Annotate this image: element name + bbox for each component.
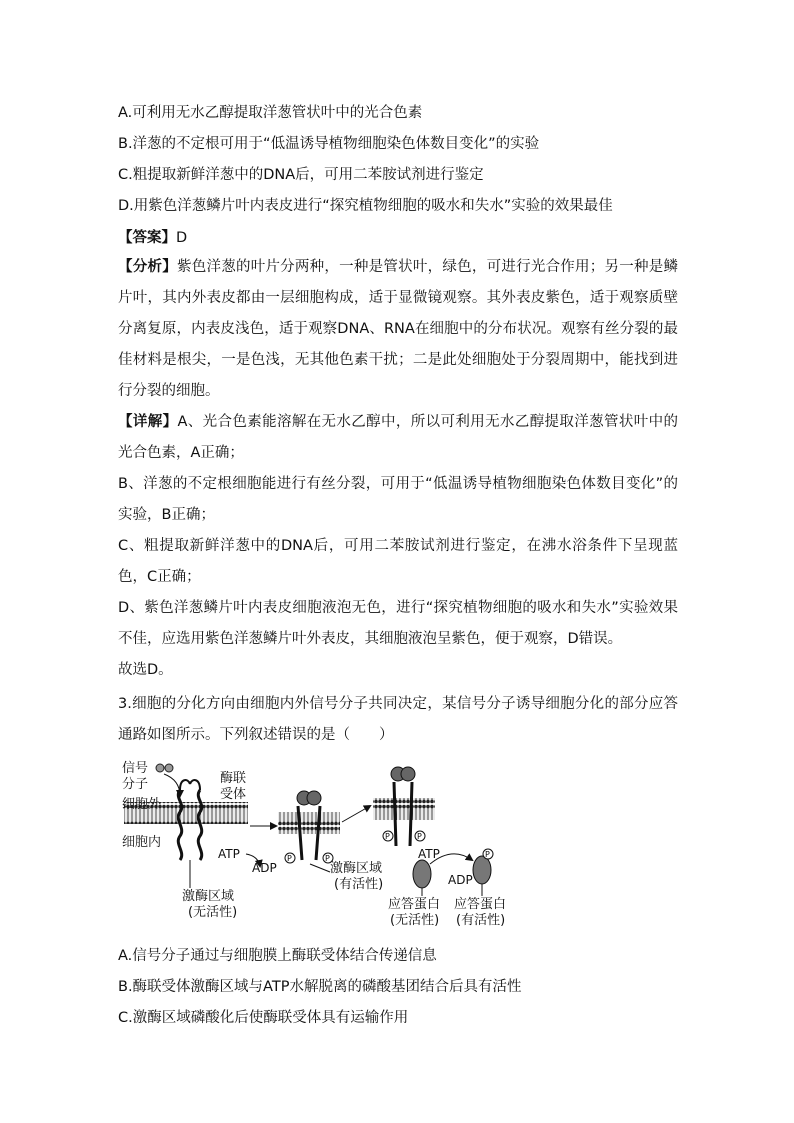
atp-label-2: ATP: [418, 847, 440, 861]
phosphate-label-1: P: [287, 854, 292, 863]
signal-molecule-icon: [156, 764, 173, 772]
phosphate-label-3: P: [385, 832, 390, 841]
answer: [118, 228, 187, 248]
response-protein-active: [473, 856, 491, 884]
kinase-label-2: 激酶区域: [330, 861, 383, 876]
membrane-2: [278, 812, 340, 834]
answer-tag: 【答案】: [118, 230, 176, 246]
adp-label-1: ADP: [252, 861, 277, 875]
detail-tag: 【详解】: [118, 414, 178, 430]
response-protein-label-2: 应答蛋白: [454, 897, 507, 912]
analysis: [118, 252, 678, 407]
option-c: C.粗提取新鲜洋葱中的DNA后，可用二苯胺试剂进行鉴定: [118, 167, 484, 183]
adp-label-2: ADP: [448, 873, 473, 887]
kinase-label-1: 激酶区域: [182, 889, 235, 904]
q3-option-c: C.激酶区域磷酸化后使酶联受体具有运输作用: [118, 1010, 409, 1026]
detail-c: C、粗提取新鲜洋葱中的DNA后，可用二苯胺试剂进行鉴定，在沸水浴条件下呈现蓝色，C正确；: [118, 538, 678, 585]
detail-d: D、紫色洋葱鳞片叶内表皮细胞液泡无色，进行“探究植物细胞的吸水和失水”实验效果不佳，应选用紫色洋葱鳞片叶外表皮，其细胞液泡呈紫色，便于观察，D错误。: [118, 600, 678, 647]
phosphate-label-2: P: [325, 854, 330, 863]
outside-label: 细胞外: [122, 797, 162, 812]
phosphate-label-5: P: [485, 850, 490, 859]
signal-pathway-figure: [118, 760, 678, 930]
detail-a-text: A、光合色素能溶解在无水乙醇中，所以可利用无水乙醇提取洋葱管状叶中的光合色素，A正确；: [118, 414, 678, 461]
receptor-label-2: 受体: [220, 787, 247, 802]
arrow-stage-3: [342, 806, 370, 822]
option-a: A.可利用无水乙醇提取洋葱管状叶中的光合色素: [118, 105, 423, 121]
response-protein-label-1: 应答蛋白: [388, 897, 441, 912]
detail-b: B、洋葱的不定根细胞能进行有丝分裂，可用于“低温诱导植物细胞染色体数目变化”的实验，B正确；: [118, 476, 678, 523]
detail-a: [118, 407, 678, 469]
response-protein-inactive: [413, 860, 431, 888]
detail-conclusion: 故选D。: [118, 662, 173, 678]
analysis-tag: 【分析】: [118, 259, 177, 275]
inactive-label-2: (无活性): [390, 913, 440, 928]
active-label-2: (有活性): [456, 913, 506, 928]
answer-value: D: [176, 230, 188, 246]
question-3-stem: 3.细胞的分化方向由细胞内外信号分子共同决定，某信号分子诱导细胞分化的部分应答通路如图所示。下列叙述错误的是（ ）: [118, 696, 678, 743]
analysis-text: 紫色洋葱的叶片分两种，一种是管状叶，绿色，可进行光合作用；另一种是鳞片叶，其内外表皮都由一层细胞构成，适于显微镜观察。其外表皮紫色，适于观察质壁分离复原，内表皮浅色，适于观察DNA、RNA在细胞中的分布状况。观察有丝分裂的最佳材料是根尖，一是色浅，无其他色素干扰；二是此处细胞处于分裂周期中，能找到进行分裂的细胞。: [118, 259, 679, 399]
signal-label-1: 信号: [122, 761, 149, 776]
option-d: D.用紫色洋葱鳞片叶内表皮进行“探究植物细胞的吸水和失水”实验的效果最佳: [118, 198, 613, 214]
option-b: B.洋葱的不定根可用于“低温诱导植物细胞染色体数目变化”的实验: [118, 136, 540, 152]
active-label-1: (有活性): [334, 877, 384, 892]
phosphate-label-4: P: [417, 832, 422, 841]
inactive-label-1: (无活性): [188, 905, 238, 920]
receptor-label-1: 酶联: [220, 771, 247, 786]
q3-option-a: A.信号分子通过与细胞膜上酶联受体结合传递信息: [118, 948, 437, 964]
membrane-3: [373, 798, 435, 820]
q3-option-b: B.酶联受体激酶区域与ATP水解脱离的磷酸基团结合后具有活性: [118, 979, 522, 995]
signal-label-2: 分子: [122, 777, 149, 792]
active-pointer: [310, 864, 330, 872]
inside-label: 细胞内: [122, 835, 162, 850]
atp-label-1: ATP: [218, 847, 240, 861]
